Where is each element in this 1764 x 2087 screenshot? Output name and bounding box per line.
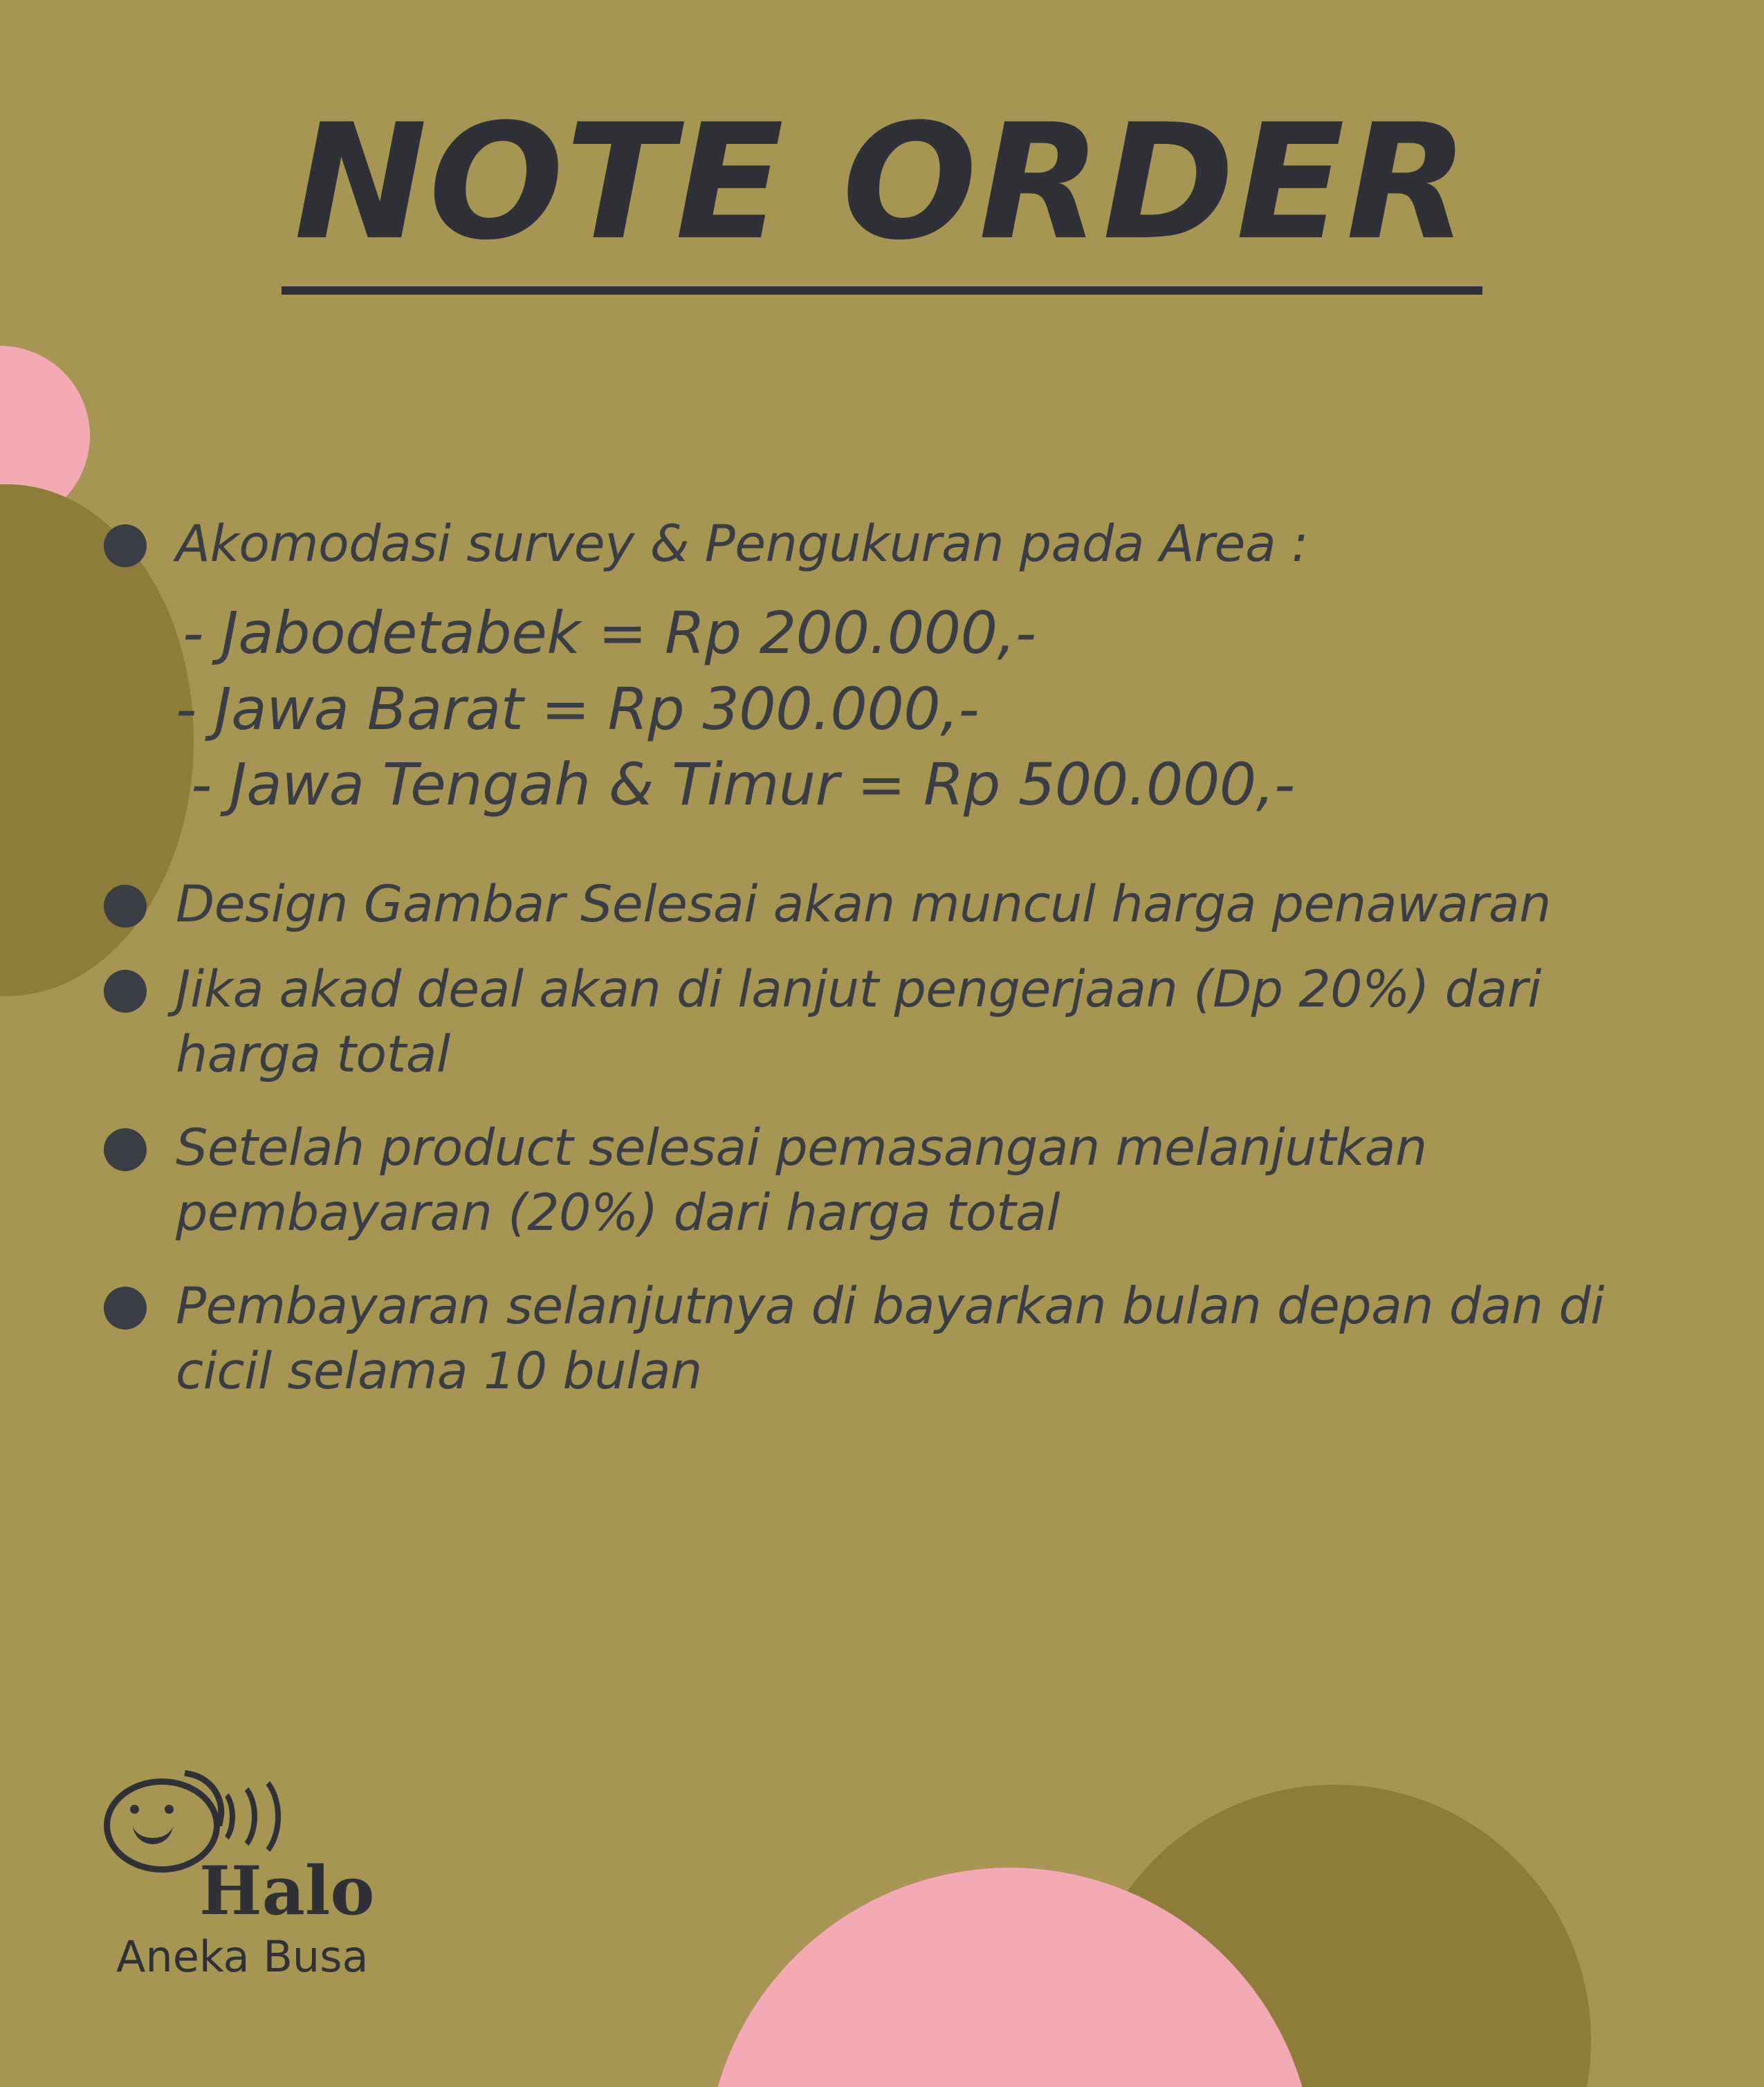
list-item-label: Akomodasi survey & Pengukuran pada Area : <box>176 515 1309 573</box>
brand-logo <box>97 1774 394 1982</box>
bullet-icon <box>104 970 147 1013</box>
price-line: - Jawa Tengah & Timur = Rp 500.000,- <box>191 750 1295 818</box>
list-item-body <box>176 512 1695 822</box>
signal-wave-icon <box>219 1770 281 1863</box>
bullet-icon <box>104 1287 147 1330</box>
list-item <box>104 872 1695 937</box>
note-list <box>104 512 1695 1433</box>
smiling-face-with-headset-icon <box>97 1774 270 1868</box>
bullet-icon <box>104 885 147 928</box>
price-sub-list <box>176 596 1695 822</box>
list-item <box>104 1116 1695 1245</box>
brand-tagline: Aneka Busa <box>116 1931 369 1982</box>
eye-right-icon <box>165 1805 174 1814</box>
eye-left-icon <box>130 1805 139 1814</box>
list-item-label: Jika akad deal akan di lanjut pengerjaan (Dp 20%) dari harga total <box>176 960 1542 1084</box>
list-item-body <box>176 957 1695 1087</box>
page-title-container <box>0 91 1764 295</box>
bullet-icon <box>104 524 147 567</box>
list-item <box>104 957 1695 1087</box>
list-item-label: Setelah product selesai pemasangan melanjutkan pembayaran (20%) dari harga total <box>176 1119 1427 1242</box>
list-item-body <box>176 872 1695 937</box>
list-item <box>104 512 1695 822</box>
list-item <box>104 1274 1695 1404</box>
list-item-body <box>176 1116 1695 1245</box>
bullet-icon <box>104 1128 147 1171</box>
list-item-label: Design Gambar Selesai akan muncul harga penawaran <box>176 875 1551 934</box>
price-line: - Jawa Barat = Rp 300.000,- <box>176 674 980 743</box>
brand-name: Halo <box>199 1852 375 1930</box>
list-item-body <box>176 1274 1695 1404</box>
list-item-label: Pembayaran selanjutnya di bayarkan bulan depan dan di cicil selama 10 bulan <box>176 1277 1604 1401</box>
price-line: - Jabodetabek = Rp 200.000,- <box>183 599 1036 668</box>
page-title: NOTE ORDER <box>282 104 1482 295</box>
